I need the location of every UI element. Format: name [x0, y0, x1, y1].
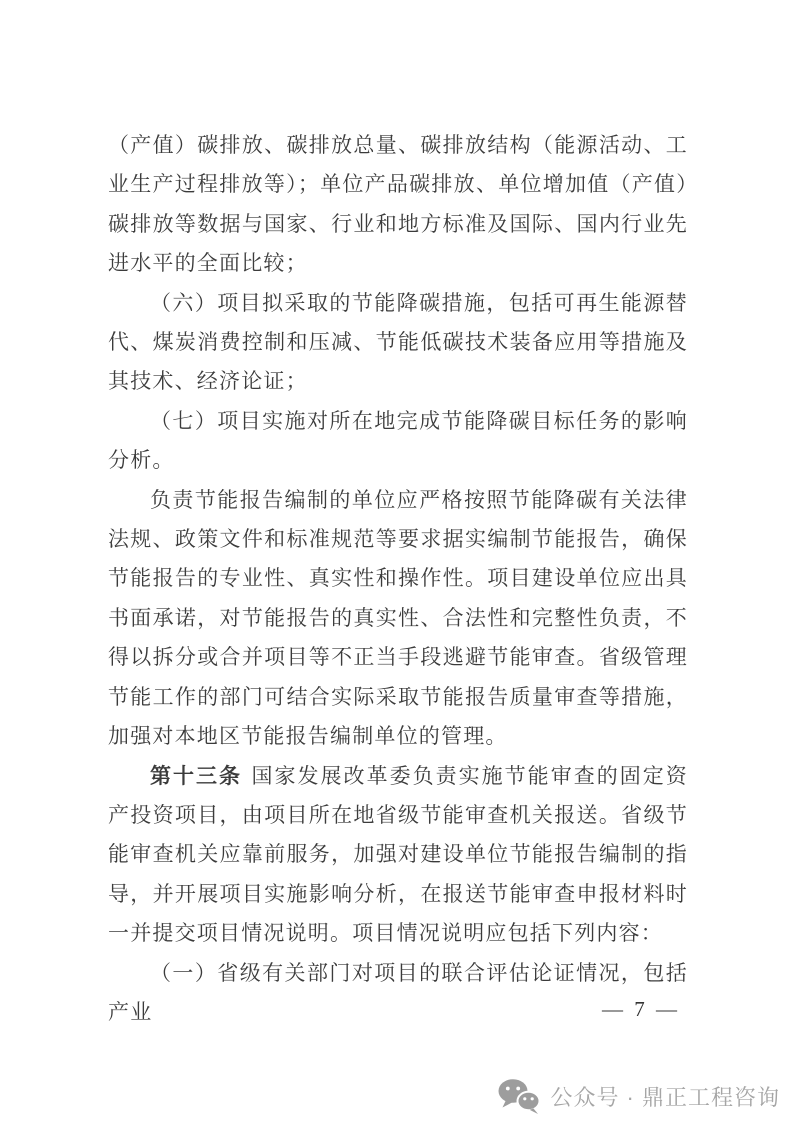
document-body — [108, 126, 688, 1032]
watermark-text: 公众号 · 鼎正工程咨询 — [550, 1085, 780, 1110]
article-13-text: 国家发展改革委负责实施节能审查的固定资产投资项目，由项目所在地省级节能审查机关报送。省级节能审查机关应靠前服务，加强对建设单位节能报告编制的指导，并开展项目实施影响分析，在报送节能审查申报材料时一并提交项目情况说明。项目情况说明应包括下列内容： — [108, 763, 688, 946]
paragraph-article-13 — [108, 757, 688, 954]
paragraph-report-compilation-duty: 负责节能报告编制的单位应严格按照节能降碳有关法律法规、政策文件和标准规范等要求据实编制节能报告，确保节能报告的专业性、真实性和操作性。项目建设单位应出具书面承诺，对节能报告的真实性、合法性和完整性负责，不得以拆分或合并项目等不正当手段逃避节能审查。省级管理节能工作的部门可结合实际采取节能报告质量审查等措施，加强对本地区节能报告编制单位的管理。 — [108, 487, 688, 749]
article-13-number: 第十三条 — [150, 763, 243, 788]
page-number: — 7 — — [602, 997, 680, 1021]
paragraph-item-1: （一）省级有关部门对项目的联合评估论证情况，包括产业 — [108, 960, 688, 1024]
wechat-logo-icon — [497, 1078, 541, 1115]
wechat-watermark — [497, 1078, 780, 1115]
paragraph-item-6: （六）项目拟采取的节能降碳措施，包括可再生能源替代、煤炭消费控制和压减、节能低碳技术装备应用等措施及其技术、经济论证； — [108, 290, 688, 394]
paragraph-item-7: （七）项目实施对所在地完成节能降碳目标任务的影响分析。 — [108, 408, 688, 473]
paragraph-carbon-emission-continuation: （产值）碳排放、碳排放总量、碳排放结构（能源活动、工业生产过程排放等）；单位产品碳排放、单位增加值（产值）碳排放等数据与国家、行业和地方标准及国际、国内行业先进水平的全面比较； — [108, 133, 688, 276]
